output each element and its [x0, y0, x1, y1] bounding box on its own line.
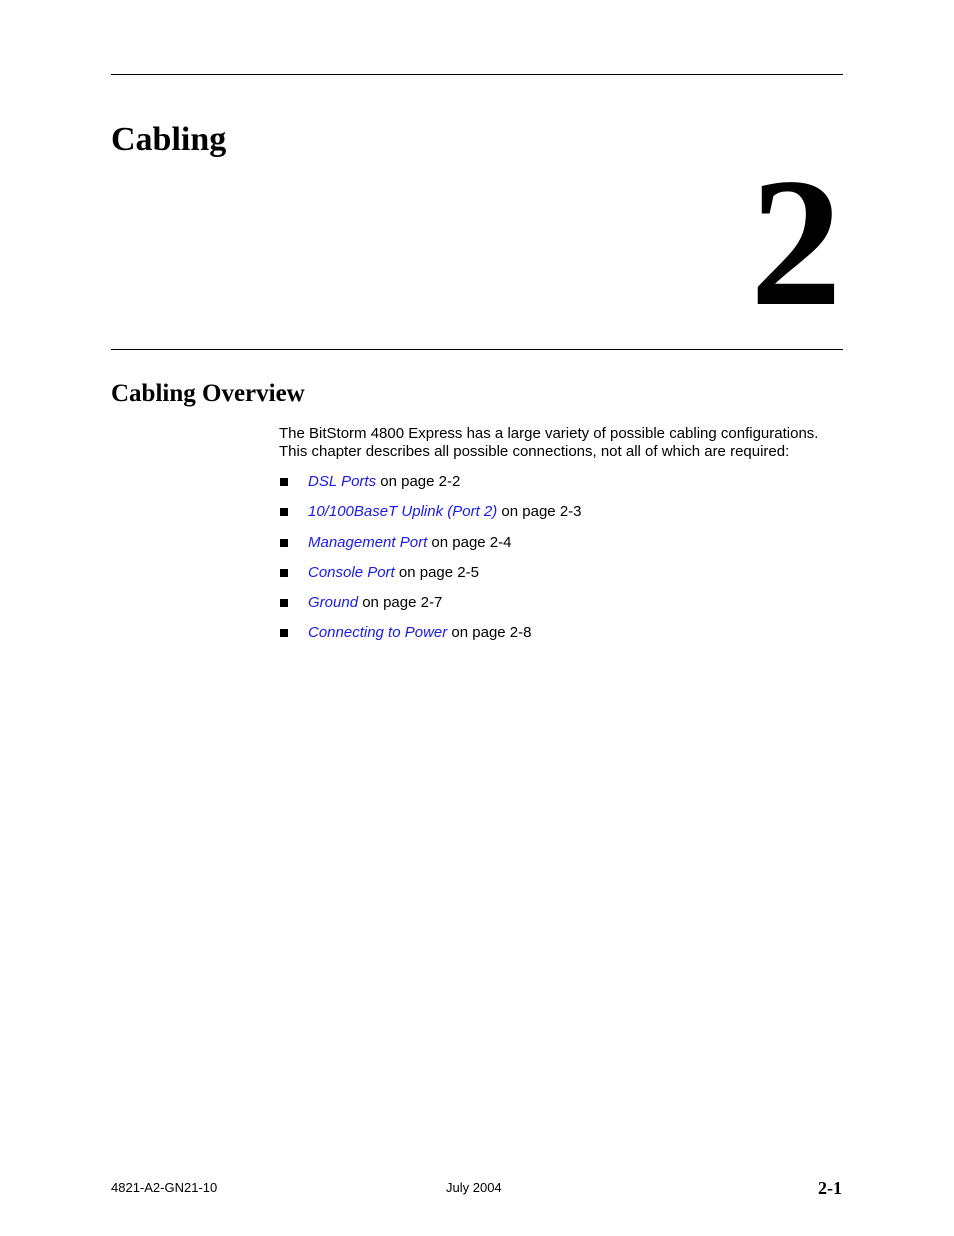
page-reference: on page 2-3: [497, 503, 582, 521]
list-item: [279, 564, 582, 582]
chapter-number: 2: [750, 140, 842, 344]
square-bullet-icon: [280, 478, 288, 486]
connections-list: [279, 473, 582, 655]
intro-paragraph: [279, 425, 849, 461]
link-connecting-to-power[interactable]: Connecting to Power: [308, 624, 448, 642]
list-item: [279, 624, 582, 642]
page-reference: on page 2-4: [427, 533, 512, 551]
section-rule: [111, 349, 843, 350]
square-bullet-icon: [280, 508, 288, 516]
footer-page-number: 2-1: [818, 1178, 842, 1198]
square-bullet-icon: [280, 569, 288, 577]
list-item: [279, 473, 582, 491]
footer-doc-number: 4821-A2-GN21-10: [111, 1180, 218, 1195]
intro-line-1: The BitStorm 4800 Express has a large variety of possible cabling configurations.: [279, 425, 819, 442]
link-console-port[interactable]: Console Port: [308, 563, 395, 581]
list-item: [279, 534, 582, 552]
square-bullet-icon: [280, 539, 288, 547]
list-item: [279, 594, 582, 612]
page-reference: on page 2-2: [376, 473, 461, 490]
footer-date: July 2004: [446, 1180, 502, 1195]
square-bullet-icon: [280, 599, 288, 607]
link-management-port[interactable]: Management Port: [308, 533, 428, 551]
link-dsl-ports[interactable]: DSL Ports: [308, 473, 377, 490]
intro-line-2: This chapter describes all possible connections, not all of which are required:: [279, 443, 790, 460]
section-heading: Cabling Overview: [111, 380, 305, 407]
header-rule: [111, 74, 843, 75]
page-reference: on page 2-8: [447, 624, 532, 642]
square-bullet-icon: [280, 629, 288, 637]
page-reference: on page 2-7: [358, 594, 443, 612]
page-reference: on page 2-5: [394, 563, 479, 581]
link-ground[interactable]: Ground: [308, 594, 359, 612]
list-item: [279, 503, 582, 521]
chapter-title: Cabling: [111, 121, 227, 158]
link-uplink-port[interactable]: 10/100BaseT Uplink (Port 2): [308, 503, 498, 521]
